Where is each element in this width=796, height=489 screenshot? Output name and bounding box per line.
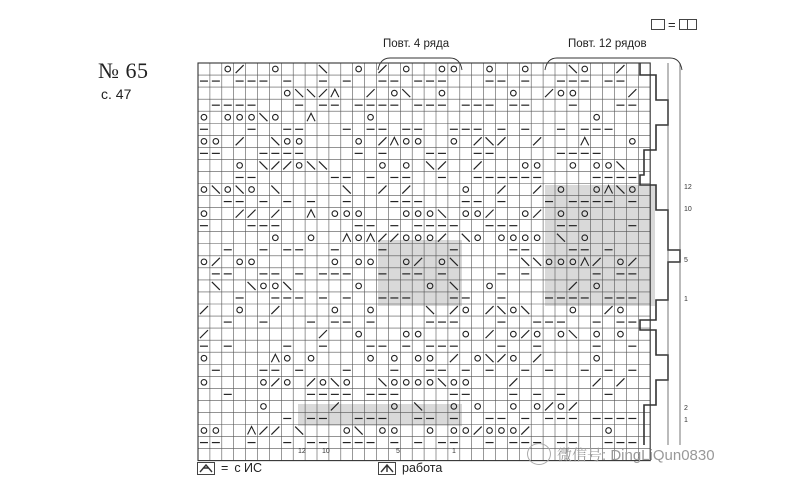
legend-work-text: работа [402, 461, 443, 475]
column-number: 12 [298, 448, 306, 455]
row-number: 1 [684, 296, 688, 303]
cable-icon [197, 462, 215, 475]
pattern-number: № 65 [98, 58, 149, 83]
row-number: 5 [684, 257, 688, 264]
legend-equals: = [668, 17, 676, 32]
column-number: 10 [322, 448, 330, 455]
repeat-bracket-12 [545, 58, 682, 70]
row-number: 10 [684, 206, 692, 213]
shaded-area [378, 240, 462, 306]
row-number: 1 [684, 417, 688, 424]
row-number: 2 [684, 405, 688, 412]
row-number: 12 [684, 184, 692, 191]
column-number: 1 [452, 448, 456, 455]
repeat-bracket-4 [378, 58, 462, 70]
repeat-12-label: Повт. 12 рядов [568, 38, 647, 50]
legend-item-work [378, 461, 442, 475]
watermark [527, 443, 715, 465]
watermark-text: 微信号: DingLiQun0830 [557, 446, 715, 464]
work-icon [378, 462, 396, 475]
column-number: 5 [396, 448, 400, 455]
legend-eq: = [221, 461, 229, 475]
wechat-icon [527, 443, 551, 465]
shaded-area [298, 404, 462, 426]
repeat-4-label: Повт. 4 ряда [383, 38, 450, 50]
page-reference: с. 47 [101, 86, 132, 102]
legend-item-cable [197, 461, 262, 475]
legend-cable-text: с ИС [234, 461, 263, 475]
